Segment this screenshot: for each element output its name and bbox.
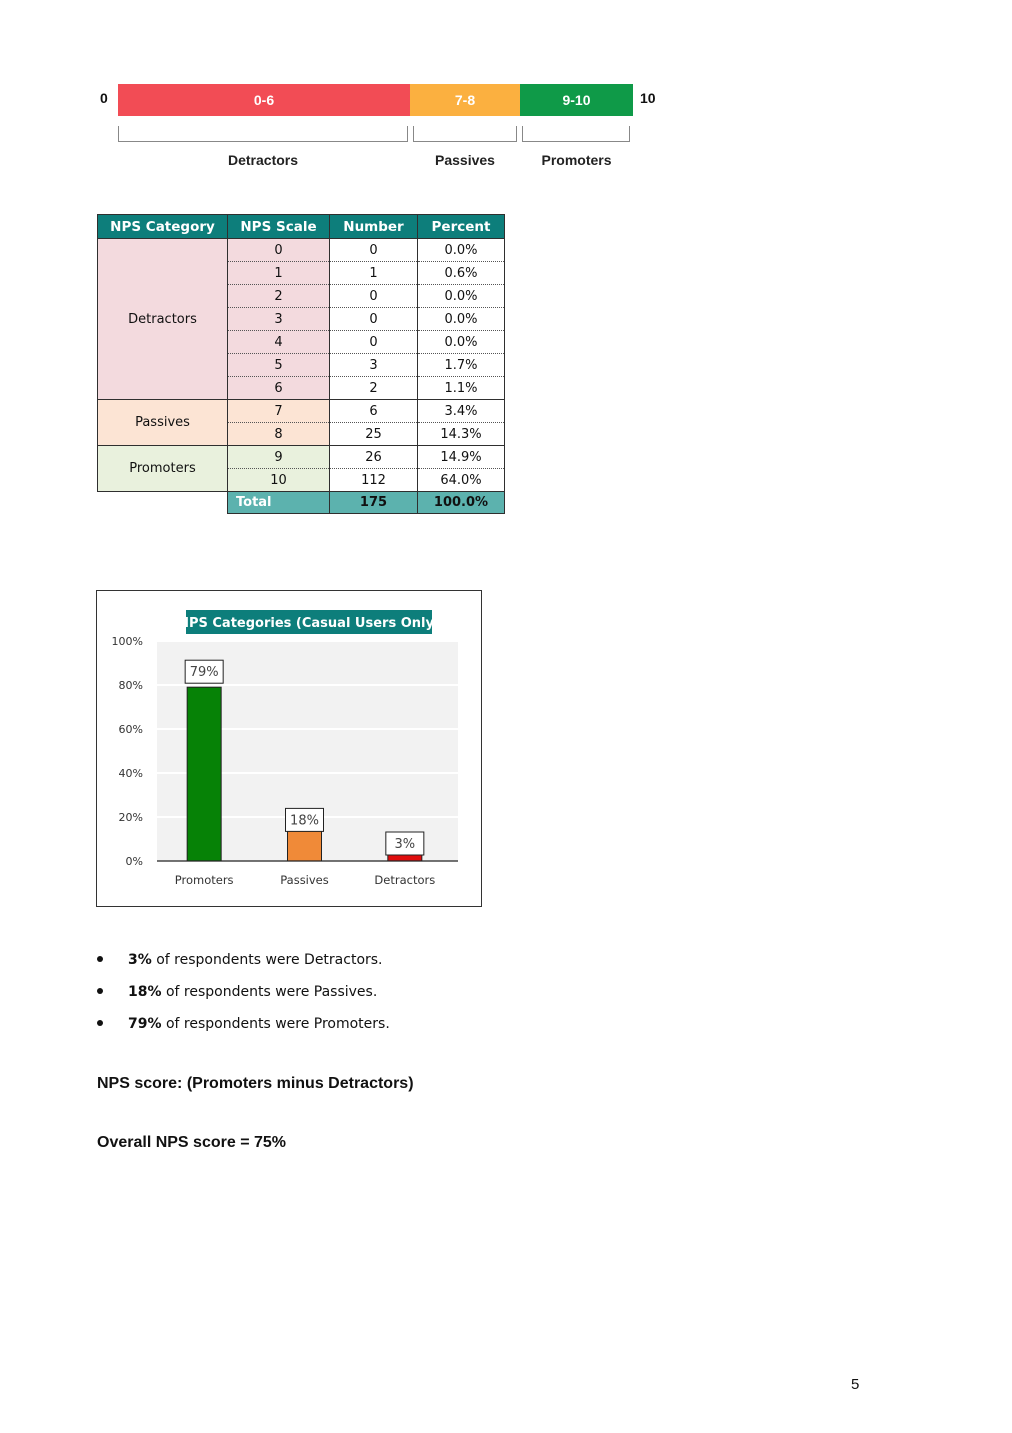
data-label: 3% — [394, 837, 416, 852]
total-label: Total — [228, 492, 330, 514]
bullet-promoters — [97, 1012, 390, 1044]
number-cell: 26 — [330, 446, 418, 469]
percent-cell: 0.0% — [418, 239, 505, 262]
y-tick-label: 20% — [118, 811, 143, 824]
data-label: 79% — [189, 665, 219, 681]
scale-label-passives: Passives — [435, 152, 495, 168]
scale-cell: 7 — [228, 400, 330, 423]
bracket-promoters — [522, 126, 630, 142]
y-tick-label: 60% — [118, 723, 143, 736]
nps-formula-heading: NPS score: (Promoters minus Detractors) — [97, 1075, 414, 1092]
bullet-dot-icon — [97, 956, 103, 962]
nps-categories-chart — [96, 590, 482, 907]
scale-segment-passives: 7-8 — [410, 84, 520, 116]
scale-start-number: 0 — [100, 90, 108, 106]
chart-svg — [97, 591, 481, 906]
bullet-passives — [97, 980, 390, 1012]
x-tick-label: Detractors — [374, 873, 436, 887]
number-cell: 1 — [330, 262, 418, 285]
scale-label-detractors: Detractors — [227, 152, 299, 168]
scale-cell: 0 — [228, 239, 330, 262]
percent-cell: 0.0% — [418, 285, 505, 308]
percent-cell: 14.3% — [418, 423, 505, 446]
table-total-row — [98, 492, 505, 514]
scale-segment-detractors: 0-6 — [118, 84, 410, 116]
y-tick-label: 100% — [111, 635, 143, 648]
bullet-dot-icon — [97, 988, 103, 994]
data-label: 18% — [290, 813, 319, 829]
number-cell: 0 — [330, 239, 418, 262]
number-cell: 0 — [330, 331, 418, 354]
bullet-value: 3% — [128, 952, 152, 968]
number-cell: 25 — [330, 423, 418, 446]
number-cell: 0 — [330, 285, 418, 308]
chart-title: NPS Categories (Casual Users Only) — [178, 616, 440, 631]
header-percent: Percent — [418, 215, 505, 239]
scale-cell: 3 — [228, 308, 330, 331]
table-row — [98, 446, 505, 469]
percent-cell: 0.0% — [418, 331, 505, 354]
percent-cell: 0.0% — [418, 308, 505, 331]
scale-cell: 2 — [228, 285, 330, 308]
table-row — [98, 400, 505, 423]
number-cell: 6 — [330, 400, 418, 423]
bullet-text: of respondents were Passives. — [161, 984, 378, 1000]
percent-cell: 0.6% — [418, 262, 505, 285]
header-nps-scale: NPS Scale — [228, 215, 330, 239]
scale-cell: 10 — [228, 469, 330, 492]
bracket-detractors — [118, 126, 408, 142]
category-passives: Passives — [98, 400, 228, 446]
scale-cell: 1 — [228, 262, 330, 285]
summary-bullet-list — [97, 948, 390, 1044]
scale-label-promoters: Promoters — [541, 152, 612, 168]
number-cell: 3 — [330, 354, 418, 377]
bar-promoters — [187, 687, 221, 861]
category-detractors: Detractors — [98, 239, 228, 400]
scale-cell: 4 — [228, 331, 330, 354]
y-tick-label: 80% — [118, 679, 143, 692]
number-cell: 2 — [330, 377, 418, 400]
bullet-text: of respondents were Promoters. — [161, 1016, 390, 1032]
scale-cell: 6 — [228, 377, 330, 400]
percent-cell: 14.9% — [418, 446, 505, 469]
header-number: Number — [330, 215, 418, 239]
nps-scale-graphic — [96, 82, 676, 182]
scale-end-number: 10 — [640, 90, 656, 106]
bullet-value: 18% — [128, 984, 162, 1000]
bracket-passives — [413, 126, 517, 142]
percent-cell: 1.1% — [418, 377, 505, 400]
nps-breakdown-table — [97, 214, 505, 514]
number-cell: 112 — [330, 469, 418, 492]
bullet-text: of respondents were Detractors. — [151, 952, 383, 968]
bullet-dot-icon — [97, 1020, 103, 1026]
number-cell: 0 — [330, 308, 418, 331]
x-tick-label: Promoters — [174, 873, 234, 887]
percent-cell: 64.0% — [418, 469, 505, 492]
total-number: 175 — [330, 492, 418, 514]
overall-nps-score: Overall NPS score = 75% — [97, 1134, 286, 1151]
scale-cell: 5 — [228, 354, 330, 377]
bullet-value: 79% — [128, 1016, 162, 1032]
bullet-detractors — [97, 948, 390, 980]
total-blank-cell — [98, 492, 228, 514]
x-tick-label: Passives — [280, 873, 329, 887]
scale-cell: 9 — [228, 446, 330, 469]
scale-segment-promoters: 9-10 — [520, 84, 633, 116]
category-promoters: Promoters — [98, 446, 228, 492]
page-number: 5 — [851, 1376, 860, 1393]
percent-cell: 3.4% — [418, 400, 505, 423]
scale-cell: 8 — [228, 423, 330, 446]
table-row — [98, 239, 505, 262]
y-tick-label: 40% — [118, 767, 143, 780]
table-header-row — [98, 215, 505, 239]
percent-cell: 1.7% — [418, 354, 505, 377]
y-tick-label: 0% — [125, 855, 143, 868]
total-percent: 100.0% — [418, 492, 505, 514]
header-nps-category: NPS Category — [98, 215, 228, 239]
